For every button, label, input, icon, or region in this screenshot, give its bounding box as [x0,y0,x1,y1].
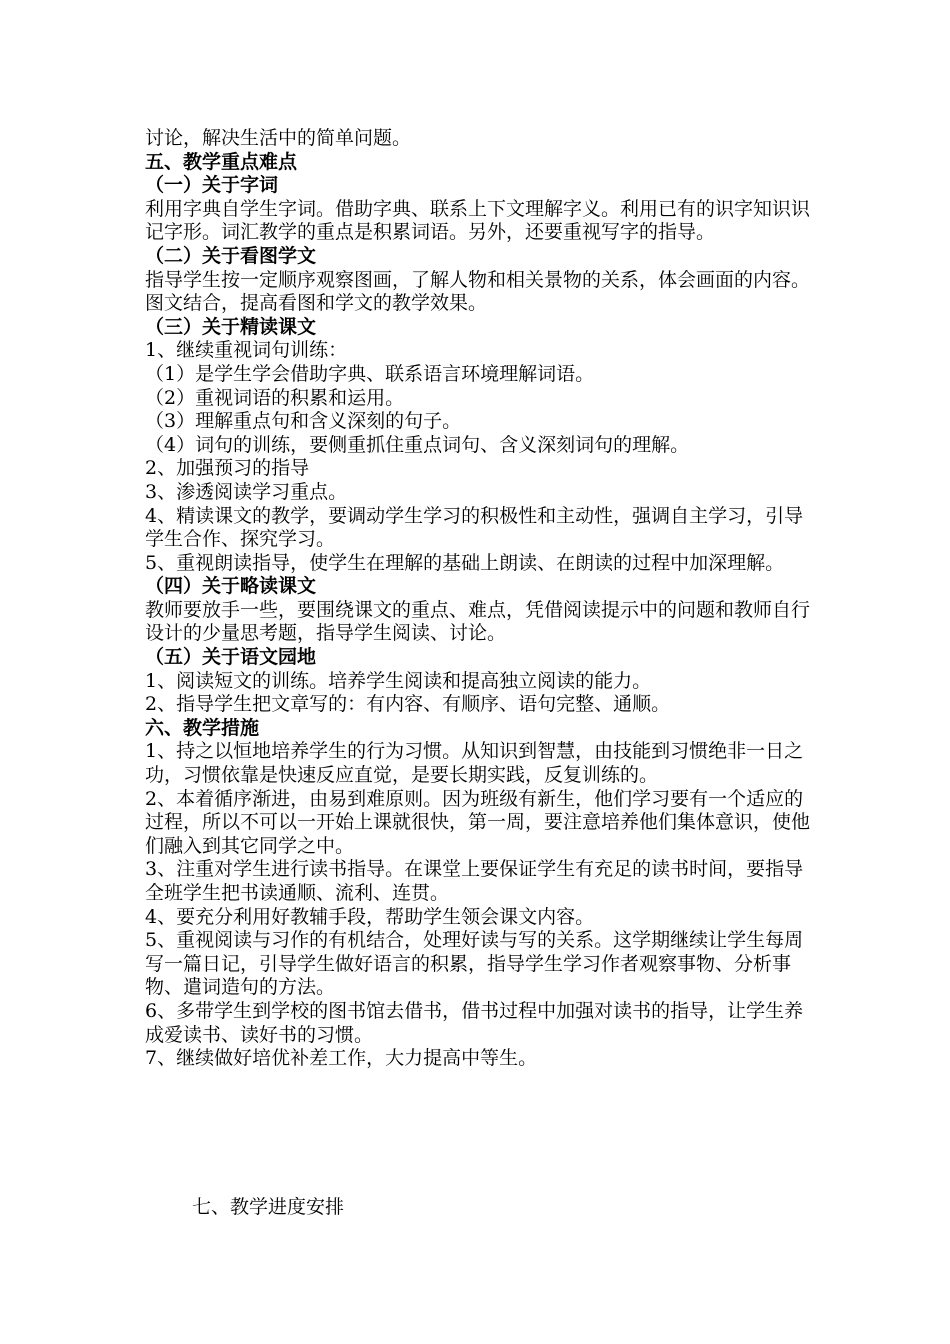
heading-section-5: 五、教学重点难点 [145,150,298,173]
heading-skim-reading: （四）关于略读课文 [145,575,317,598]
list-item: 4、精读课文的教学，要调动学生学习的积极性和主动性，强调自主学习，引导学生合作、探究学习。 [145,504,804,551]
heading-intensive-reading: （三）关于精读课文 [145,315,317,338]
list-item: 5、重视阅读与习作的有机结合，处理好读与写的关系。这学期继续让学生每周写一篇日记，引导学生做好语言的积累，指导学生学习作者观察事物、分析事物、遣词造句的方法。 [145,929,804,999]
list-item: 1、阅读短文的训练。培养学生阅读和提高独立阅读的能力。 [145,669,652,692]
list-item: 2、本着循序渐进，由易到难原则。因为班级有新生，他们学习要有一个适应的过程，所以不可以一开始上课就很快，第一周，要注意培养他们集体意识，使他们融入到其它同学之中。 [145,787,811,857]
paragraph-words: 利用字典自学生字词。借助字典、联系上下文理解字义。利用已有的识字知识识记字形。词汇教学的重点是积累词语。另外，还要重视写字的指导。 [145,197,811,244]
list-item: 1、持之以恒地培养学生的行为习惯。从知识到智慧，由技能到习惯绝非一日之功，习惯依靠是快速反应直觉，是要长期实践，反复训练的。 [145,740,804,787]
paragraph-picture-reading: 指导学生按一定顺序观察图画，了解人物和相关景物的关系，体会画面的内容。图文结合，提高看图和学文的教学效果。 [145,268,811,315]
list-item: 3、渗透阅读学习重点。 [145,480,348,503]
list-item: 4、要充分利用好教辅手段，帮助学生领会课文内容。 [145,905,595,928]
list-item: （4）词句的训练，要侧重抓住重点词句、含义深刻词句的理解。 [145,433,690,456]
list-item: 7、继续做好培优补差工作，大力提高中等生。 [145,1047,538,1070]
heading-chinese-garden: （五）关于语文园地 [145,646,317,669]
heading-picture-reading: （二）关于看图学文 [145,244,317,267]
list-item: 2、加强预习的指导 [145,457,310,480]
heading-section-7: 七、教学进度安排 [192,1196,345,1218]
heading-words: （一）关于字词 [145,174,279,197]
list-item: （1）是学生学会借助字典、联系语言环境理解词语。 [145,362,595,385]
list-item: 3、注重对学生进行读书指导。在课堂上要保证学生有充足的读书时间，要指导全班学生把书读通顺、流利、连贯。 [145,858,804,904]
document-body [145,127,815,1071]
list-item: 1、继续重视词句训练： [145,339,348,362]
paragraph-skim-reading: 教师要放手一些，要围绕课文的重点、难点，凭借阅读提示中的问题和教师自行设计的少量思考题，指导学生阅读、讨论。 [145,598,811,645]
list-item: （2）重视词语的积累和运用。 [145,386,405,409]
list-item: 2、指导学生把文章写的：有内容、有顺序、语句完整、通顺。 [145,693,671,716]
list-item: 6、多带学生到学校的图书馆去借书，借书过程中加强对读书的指导，让学生养成爱读书、读好书的习惯。 [145,999,804,1046]
list-item: 5、重视朗读指导，使学生在理解的基础上朗读、在朗读的过程中加深理解。 [145,551,785,574]
paragraph-continuation: 讨论，解决生活中的简单问题。 [145,127,412,149]
heading-section-6: 六、教学措施 [145,716,260,739]
list-item: （3）理解重点句和含义深刻的句子。 [145,410,462,433]
